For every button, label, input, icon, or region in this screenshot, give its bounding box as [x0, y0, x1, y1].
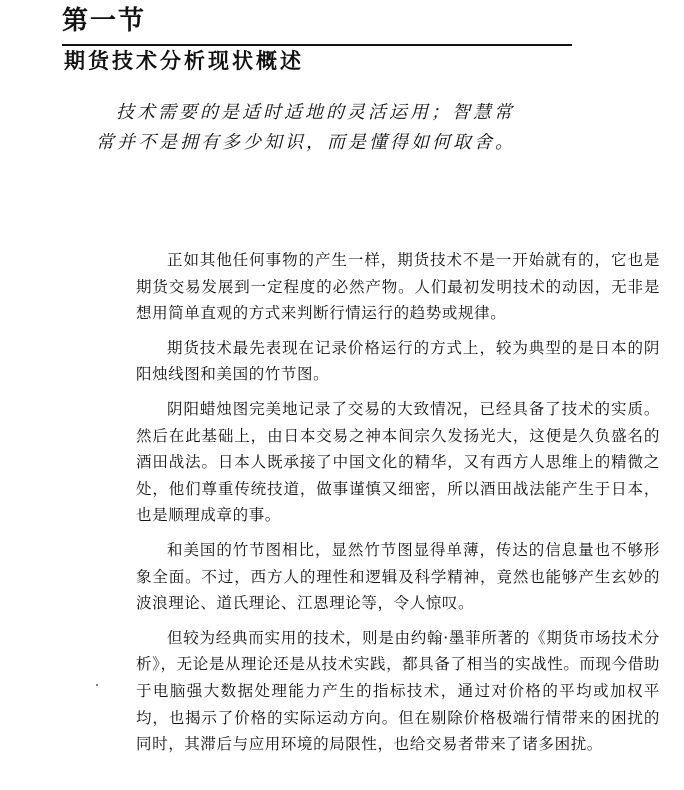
scan-speck — [96, 684, 98, 686]
paragraph-1: 正如其他任何事物的产生一样，期货技术不是一开始就有的，它也是期货交易发展到一定程度的必然产物。人们最初发明技术的动因，无非是想用简单直观的方式来判断行情运行的趋势或规律。 — [136, 251, 660, 323]
paragraph-5: 但较为经典而实用的技术，则是由约翰·墨菲所著的《期货市场技术分析》，无论是从理论还是从技术实践，都具备了相当的实战性。而现今借助于电脑强大数据处理能力产生的指标技术，通过对价格的平均或加权平均，也揭示了价格的实际运动方向。但在剔除价格极端行情带来的困扰的同时，其滞后与应用环境的局限性，也给交易者带来了诸多困扰。 — [136, 628, 660, 754]
paragraph-2: 期货技术最先表现在记录价格运行的方式上，较为典型的是日本的阴阳烛线图和美国的竹节图。 — [136, 338, 660, 384]
epigraph-line-1: 技术需要的是适时适地的灵活运用；智慧常 — [116, 102, 515, 123]
chapter-title: 期货技术分析现状概述 — [64, 49, 304, 73]
body-text — [136, 247, 660, 766]
section-label: 第一节 — [62, 6, 147, 36]
paragraph-3: 阴阳蜡烛图完美地记录了交易的大致情况，已经具备了技术的实质。然后在此基础上，由日本交易之神本间宗久发扬光大，这便是久负盛名的酒田战法。日本人既承接了中国文化的精华，又有西方人思维上的精微之处，他们尊重传统技道，做事谨慎又细密，所以酒田战法能产生于日本，也是顺理成章的事。 — [136, 399, 660, 525]
epigraph — [96, 98, 596, 158]
paragraph-4: 和美国的竹节图相比，显然竹节图显得单薄，传达的信息量也不够形象全面。不过，西方人的理性和逻辑及科学精神，竟然也能够产生玄妙的波浪理论、道氏理论、江恩理论等，令人惊叹。 — [136, 540, 660, 613]
epigraph-line-2: 常并不是拥有多少知识，而是懂得如何取舍。 — [96, 132, 516, 153]
